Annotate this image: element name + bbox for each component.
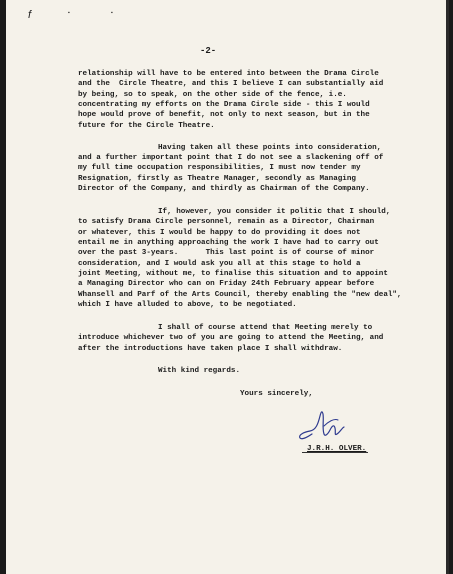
text-line: introduce whichever two of you are going to attend the Meeting, and [78, 334, 384, 342]
page-number: -2- [200, 46, 217, 56]
letter-page [6, 0, 449, 574]
scan-border [446, 0, 449, 574]
text-line: consideration, and I would ask you all at this stage to hold a [78, 260, 361, 268]
corner-mark: f [28, 9, 32, 21]
corner-mark: ▪ [111, 10, 113, 16]
handwritten-signature [294, 404, 364, 448]
text-line: or whatever, this I would be happy to do providing it does not [78, 229, 361, 237]
corner-mark: ▪ [68, 10, 70, 16]
text-line: future for the Circle Theatre. [78, 122, 215, 130]
text-line: Having taken all these points into consideration, [158, 144, 382, 152]
signatory-name: J.R.H. OLVER. [307, 445, 367, 453]
text-line: and a further important point that I do not see a slackening off of [78, 154, 384, 162]
text-line: Whansell and Parf of the Arts Council, thereby enabling the "new deal", [78, 291, 402, 299]
text-line: joint Meeting, without me, to finalise this situation and to appoint [78, 270, 388, 278]
text-line: by being, so to speak, on the other side of the fence, i.e. [78, 91, 347, 99]
text-line: hope would prove of benefit, not only to next season, but in the [78, 111, 370, 119]
text-line: Director of the Company, and thirdly as Chairman of the Company. [78, 185, 370, 193]
text-line: and the Circle Theatre, and this I believe I can substantially aid [78, 80, 384, 88]
salutation: With kind regards. [158, 367, 241, 375]
closing: Yours sincerely, [240, 390, 313, 398]
text-line: a Managing Director who can on Friday 24th February appear before [78, 280, 375, 288]
text-line: which I have alluded to above, to be negotiated. [78, 301, 297, 309]
text-line: Resignation, firstly as Theatre Manager, secondly as Managing [78, 175, 356, 183]
text-line: entail me in anything approaching the work I have had to carry out [78, 239, 379, 247]
text-line: If, however, you consider it politic that I should, [158, 208, 391, 216]
text-line: to satisfy Drama Circle personnel, remain as a Director, Chairman [78, 218, 375, 226]
text-line: my full time occupation responsibilities, I must now tender my [78, 164, 361, 172]
text-line: over the past 3-years. This last point is of course of minor [78, 249, 375, 257]
text-line: relationship will have to be entered into between the Drama Circle [78, 70, 379, 78]
text-line: I shall of course attend that Meeting merely to [158, 324, 373, 332]
text-line: after the introductions have taken place I shall withdraw. [78, 345, 343, 353]
text-line: concentrating my efforts on the Drama Circle side - this I would [78, 101, 370, 109]
